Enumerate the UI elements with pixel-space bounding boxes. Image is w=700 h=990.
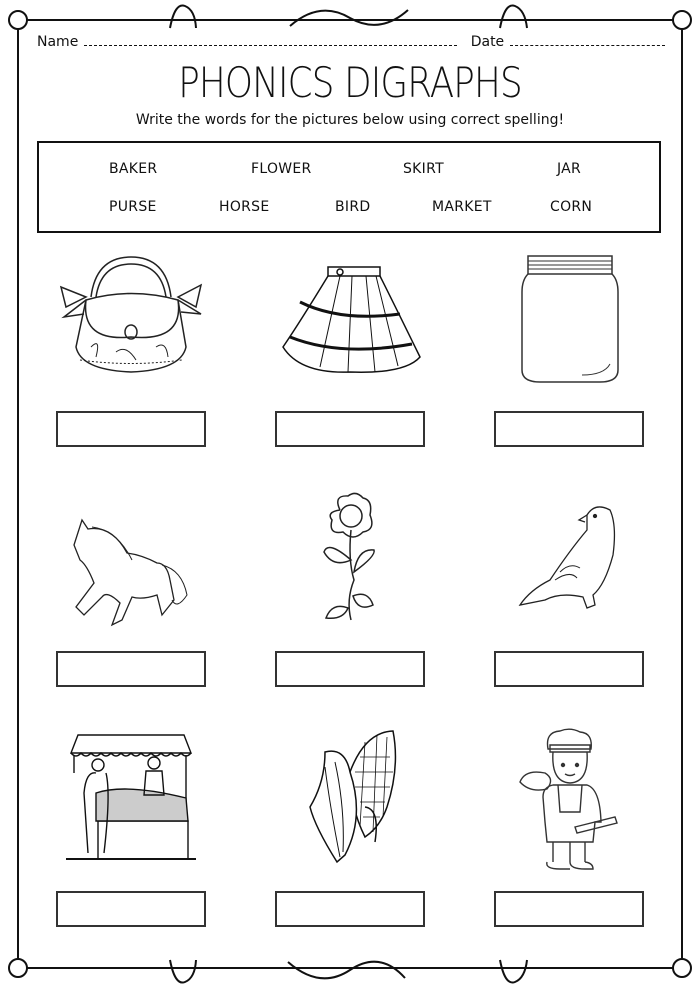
jar-icon [520, 252, 620, 387]
date-field[interactable] [510, 33, 665, 46]
answer-box-horse[interactable] [56, 651, 206, 687]
answer-box-bird[interactable] [494, 651, 644, 687]
name-label: Name [37, 34, 79, 50]
bird-icon [515, 500, 620, 615]
market-icon [66, 733, 196, 863]
word-bank [37, 141, 661, 233]
date-label: Date [470, 34, 505, 50]
instructions: Write the words for the pictures below using correct spelling! [135, 112, 565, 128]
name-date-row [37, 33, 665, 50]
word-bank-item: BAKER [109, 161, 158, 177]
answer-box-purse[interactable] [56, 411, 206, 447]
horse-icon [62, 515, 197, 630]
skirt-icon [280, 262, 425, 377]
name-field[interactable] [84, 33, 456, 46]
answer-box-jar[interactable] [494, 411, 644, 447]
purse-icon [56, 252, 206, 382]
answer-box-baker[interactable] [494, 891, 644, 927]
baker-icon [515, 727, 620, 872]
corn-icon [305, 727, 400, 867]
flower-icon [318, 490, 383, 625]
answer-box-corn[interactable] [275, 891, 425, 927]
word-bank-item: FLOWER [251, 161, 312, 177]
word-bank-item: HORSE [219, 199, 270, 215]
word-bank-item: BIRD [335, 199, 371, 215]
word-bank-item: SKIRT [403, 161, 444, 177]
word-bank-item: JAR [557, 161, 582, 177]
answer-box-skirt[interactable] [275, 411, 425, 447]
word-bank-item: PURSE [109, 199, 157, 215]
page-title: PHONICS DIGRAPHS [178, 58, 522, 107]
word-bank-item: MARKET [432, 199, 492, 215]
answer-box-flower[interactable] [275, 651, 425, 687]
word-bank-item: CORN [550, 199, 593, 215]
answer-box-market[interactable] [56, 891, 206, 927]
